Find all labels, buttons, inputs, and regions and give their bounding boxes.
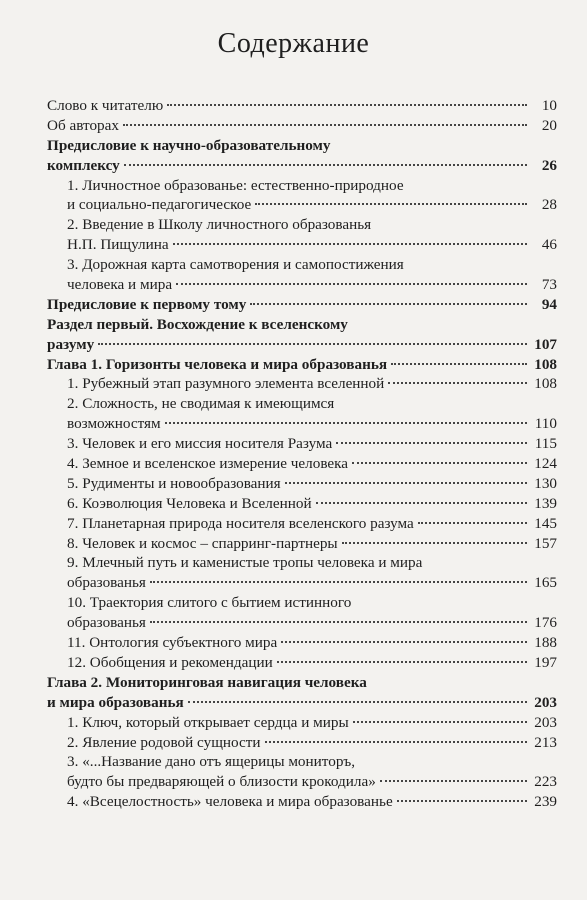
toc-entry-text: 3. Человек и его миссия носителя Разума	[67, 435, 333, 453]
toc-entry-text: 8. Человек и космос – спарринг-партнеры	[67, 534, 338, 552]
toc-entry-text: 2. Введение в Школу личностного образованья	[67, 216, 372, 234]
dot-leader	[176, 283, 527, 285]
dot-leader	[391, 363, 527, 365]
dot-leader	[336, 442, 527, 444]
dot-leader	[123, 124, 527, 126]
toc-entry	[47, 355, 557, 375]
dot-leader	[165, 422, 527, 424]
toc-entry	[47, 116, 557, 136]
toc-line	[47, 653, 557, 673]
dot-leader	[388, 382, 527, 384]
toc-entry	[47, 653, 557, 673]
toc-page-number: 107	[534, 335, 557, 353]
toc-page-number: 110	[534, 415, 557, 433]
toc-entry-text: 11. Онтология субъектного мира	[67, 634, 278, 652]
toc-line	[47, 474, 557, 494]
toc-line	[47, 792, 557, 812]
toc-line	[47, 335, 557, 355]
toc-page-number: 73	[541, 276, 557, 294]
toc-entry	[47, 176, 557, 216]
toc-page-number: 130	[534, 474, 557, 492]
toc-line	[47, 96, 557, 116]
dot-leader	[188, 701, 527, 703]
toc-entry-text: Глава 1. Горизонты человека и мира образованья	[47, 355, 388, 373]
toc-entry-text: и социально-педагогическое	[67, 196, 252, 214]
toc-entry-text: Раздел первый. Восхождение к вселенскому	[47, 315, 348, 333]
toc-page-number: 176	[534, 614, 557, 632]
toc-entry-text: 6. Коэволюция Человека и Вселенной	[67, 494, 312, 512]
dot-leader	[250, 303, 527, 305]
toc-line	[47, 693, 557, 713]
toc-line	[47, 752, 557, 772]
toc-page-number: 108	[534, 355, 557, 373]
toc-line	[47, 215, 557, 235]
toc-line	[47, 494, 557, 514]
toc-page-number: 145	[534, 514, 557, 532]
toc-entry	[47, 295, 557, 315]
dot-leader	[342, 542, 527, 544]
toc-entry-text: Н.П. Пищулина	[67, 236, 169, 254]
toc-line	[47, 733, 557, 753]
dot-leader	[285, 482, 527, 484]
dot-leader	[316, 502, 527, 504]
toc-line	[47, 534, 557, 554]
toc-line	[47, 713, 557, 733]
toc-page-number: 46	[541, 236, 557, 254]
toc-line	[47, 315, 557, 335]
table-of-contents	[47, 96, 557, 812]
toc-line	[47, 633, 557, 653]
toc-line	[47, 374, 557, 394]
dot-leader	[255, 203, 527, 205]
toc-entry-text: Предисловие к научно-образовательному	[47, 136, 331, 154]
toc-entry-text: 2. Явление родовой сущности	[67, 733, 261, 751]
toc-entry-text: 3. «...Название дано отъ ящерицы мониторъ,	[67, 753, 356, 771]
toc-page-number: 139	[534, 494, 557, 512]
toc-entry-text: 4. Земное и вселенское измерение человека	[67, 455, 349, 473]
toc-line	[47, 573, 557, 593]
toc-entry	[47, 255, 557, 295]
dot-leader	[173, 243, 527, 245]
dot-leader	[281, 641, 527, 643]
toc-line	[47, 195, 557, 215]
toc-line	[47, 136, 557, 156]
toc-page-number: 203	[534, 713, 557, 731]
toc-entry	[47, 494, 557, 514]
dot-leader	[150, 581, 527, 583]
toc-page-number: 188	[534, 634, 557, 652]
toc-page-number: 10	[541, 97, 557, 114]
toc-page-number: 124	[534, 455, 557, 473]
toc-line	[47, 593, 557, 613]
toc-page-number: 223	[534, 773, 557, 791]
toc-entry	[47, 96, 557, 116]
toc-entry-text: 4. «Всецелостность» человека и мира образованье	[67, 793, 393, 811]
toc-entry-text: образованья	[67, 574, 146, 592]
dot-leader	[352, 462, 527, 464]
dot-leader	[418, 522, 527, 524]
toc-page-number: 157	[534, 534, 557, 552]
toc-entry-text: Об авторах	[47, 116, 119, 134]
toc-line	[47, 514, 557, 534]
toc-page-number: 115	[534, 435, 557, 453]
dot-leader	[167, 104, 527, 106]
toc-entry	[47, 534, 557, 554]
toc-entry-text: 9. Млечный путь и каменистые тропы человека и мира	[67, 554, 423, 572]
toc-line	[47, 295, 557, 315]
toc-entry-text: разуму	[47, 335, 95, 353]
toc-page-number: 108	[534, 375, 557, 393]
toc-entry	[47, 474, 557, 494]
toc-entry-text: 1. Рубежный этап разумного элемента вселенной	[67, 375, 385, 393]
dot-leader	[150, 621, 527, 623]
toc-entry	[47, 752, 557, 792]
dot-leader	[277, 661, 527, 663]
toc-entry-text: возможностям	[67, 415, 161, 433]
toc-entry-text: 3. Дорожная карта самотворения и самопостижения	[67, 256, 404, 274]
toc-entry-text: 5. Рудименты и новообразования	[67, 474, 281, 492]
toc-entry	[47, 374, 557, 394]
toc-line	[47, 553, 557, 573]
toc-line	[47, 255, 557, 275]
toc-line	[47, 673, 557, 693]
toc-entry	[47, 713, 557, 733]
toc-line	[47, 116, 557, 136]
toc-line	[47, 156, 557, 176]
toc-entry-text: Предисловие к первому тому	[47, 295, 247, 313]
dot-leader	[380, 780, 527, 782]
dot-leader	[124, 164, 527, 166]
toc-entry	[47, 553, 557, 593]
toc-entry	[47, 673, 557, 713]
toc-entry	[47, 315, 557, 355]
toc-entry	[47, 394, 557, 434]
toc-entry-text: образованья	[67, 614, 146, 632]
toc-page-number: 26	[541, 156, 557, 174]
toc-entry-text: и мира образованья	[47, 693, 184, 711]
toc-entry	[47, 792, 557, 812]
toc-page-number: 213	[534, 733, 557, 751]
toc-entry-text: 12. Обобщения и рекомендации	[67, 653, 273, 671]
toc-entry-text: 10. Траектория слитого с бытием истинного	[67, 594, 352, 612]
toc-page-number: 165	[534, 574, 557, 592]
toc-line	[47, 434, 557, 454]
toc-page-number: 197	[534, 653, 557, 671]
toc-entry	[47, 434, 557, 454]
dot-leader	[353, 721, 527, 723]
toc-entry	[47, 733, 557, 753]
toc-page-number: 28	[541, 196, 557, 214]
toc-page-number: 20	[541, 116, 557, 134]
toc-entry	[47, 633, 557, 653]
toc-line	[47, 275, 557, 295]
toc-line	[47, 414, 557, 434]
toc-entry-text: комплексу	[47, 156, 120, 174]
toc-line	[47, 454, 557, 474]
toc-entry-text: Слово к читателю	[47, 97, 164, 114]
toc-line	[47, 235, 557, 255]
toc-entry-text: человека и мира	[67, 276, 173, 294]
toc-entry-text: Глава 2. Мониторинговая навигация человека	[47, 673, 367, 691]
toc-entry	[47, 215, 557, 255]
toc-line	[47, 355, 557, 375]
toc-page-number: 203	[534, 693, 557, 711]
dot-leader	[265, 741, 528, 743]
toc-entry-text: будто бы предваряющей о близости крокодила»	[67, 773, 376, 791]
toc-entry	[47, 136, 557, 176]
toc-line	[47, 394, 557, 414]
toc-entry-text: 1. Личностное образованье: естественно-природное	[67, 176, 404, 194]
toc-entry	[47, 454, 557, 474]
toc-entry-text: 2. Сложность, не сводимая к имеющимся	[67, 395, 335, 413]
toc-entry-text: 1. Ключ, который открывает сердца и миры	[67, 713, 349, 731]
dot-leader	[98, 343, 527, 345]
toc-page-number: 94	[541, 295, 557, 313]
toc-entry	[47, 514, 557, 534]
toc-line	[47, 613, 557, 633]
toc-page-number: 239	[534, 793, 557, 811]
toc-line	[47, 176, 557, 196]
toc-entry	[47, 593, 557, 633]
toc-line	[47, 772, 557, 792]
toc-entry-text: 7. Планетарная природа носителя вселенского разума	[67, 514, 414, 532]
page-title: Содержание	[217, 28, 370, 59]
dot-leader	[397, 800, 527, 802]
